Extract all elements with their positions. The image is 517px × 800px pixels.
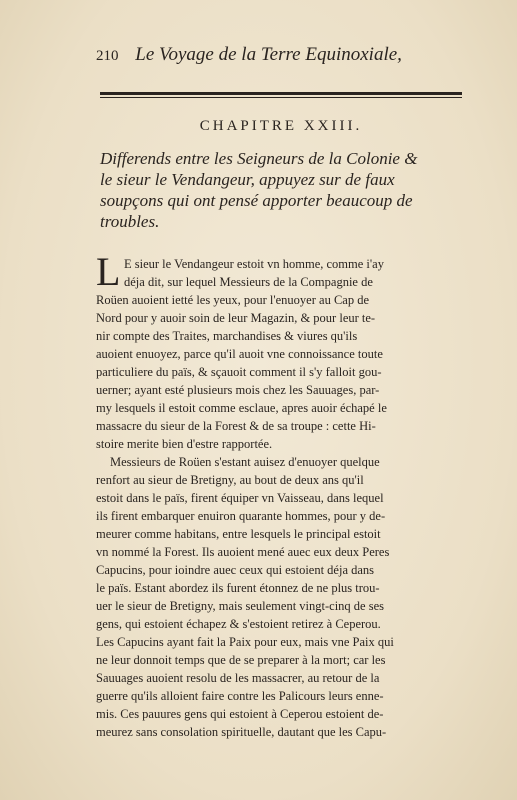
chapter-title-line: Differends entre les Seigneurs de la Colonie &	[100, 149, 418, 168]
text-line: le païs. Estant abordez ils furent étonnez de ne plus trou-	[96, 581, 380, 595]
text-line: Capucins, pour ioindre auec ceux qui estoient déja dans	[96, 563, 375, 577]
text-line: uer le sieur de Bretigny, mais seulement vingt-cinq de ses	[96, 599, 385, 613]
text-line: stoire merite bien d'estre rapportée.	[96, 437, 273, 451]
text-line: massacre du sieur de la Forest & de sa troupe : cette Hi-	[96, 419, 376, 433]
chapter-title	[100, 148, 465, 232]
chapter-title-line: troubles.	[100, 212, 160, 231]
text-line: meurer comme habitans, entre lesquels le principal estoit	[96, 527, 381, 541]
text-line: Messieurs de Roüen s'estant auisez d'enuoyer quelque	[110, 455, 380, 469]
text-line: renfort au sieur de Bretigny, au bout de deux ans qu'il	[96, 473, 364, 487]
text-line: uerner; ayant esté plusieurs mois chez les Sauuages, par-	[96, 383, 380, 397]
text-line: auoient enuoyez, parce qu'il auoit vne connoissance toute	[96, 347, 383, 361]
chapter-title-line: le sieur le Vendangeur, appuyez sur de faux	[100, 170, 395, 189]
text-line: nir compte des Traites, marchandises & viures qu'ils	[96, 329, 358, 343]
text-line: my lesquels il estoit comme esclaue, apres auoir échapé le	[96, 401, 387, 415]
text-line: mis. Ces pauures gens qui estoient à Ceperou estoient de-	[96, 707, 384, 721]
running-head-title: Le Voyage de la Terre Equinoxiale,	[135, 44, 402, 65]
text-line: déja dit, sur lequel Messieurs de la Compagnie de	[124, 275, 373, 289]
page-number: 210	[96, 48, 119, 64]
text-line: Les Capucins ayant fait la Paix pour eux, mais vne Paix qui	[96, 635, 394, 649]
text-line: particuliere du païs, & sçauoit comment il s'y falloit gou-	[96, 365, 382, 379]
running-head	[96, 44, 468, 66]
text-line: ne leur donnoit temps que de se preparer à la mort; car les	[96, 653, 386, 667]
text-line: Roüen auoient ietté les yeux, pour l'enuoyer au Cap de	[96, 293, 370, 307]
text-line: Nord pour y auoir soin de leur Magazin, & pour leur te-	[96, 311, 376, 325]
chapter-heading: CHAPITRE XXIII.	[199, 118, 363, 134]
header-rule-thin	[100, 97, 462, 98]
text-line: meurez sans consolation spirituelle, dautant que les Capu-	[96, 725, 387, 739]
text-line: guerre qu'ils alloient faire contre les Palicours leurs enne-	[96, 689, 384, 703]
text-line: Sauuages auoient resolu de les massacrer, au retour de la	[96, 671, 380, 685]
paragraph-2	[96, 453, 468, 741]
body-text	[96, 249, 468, 741]
chapter-title-line: soupçons qui ont pensé apporter beaucoup de	[100, 191, 413, 210]
text-line: vn nommé la Forest. Ils auoient mené auec eux deux Peres	[96, 545, 390, 559]
text-line: gens, qui estoient échapez & s'estoient retirez à Ceperou.	[96, 617, 381, 631]
drop-cap: L	[96, 249, 121, 294]
text-line: ils firent embarquer enuiron quarante hommes, pour y de-	[96, 509, 386, 523]
paragraph-1	[96, 249, 468, 453]
text-line: estoit dans le païs, firent équiper vn Vaisseau, dans lequel	[96, 491, 384, 505]
header-rule	[100, 92, 462, 95]
text-line: E sieur le Vendangeur estoit vn homme, comme i'ay	[124, 257, 384, 271]
